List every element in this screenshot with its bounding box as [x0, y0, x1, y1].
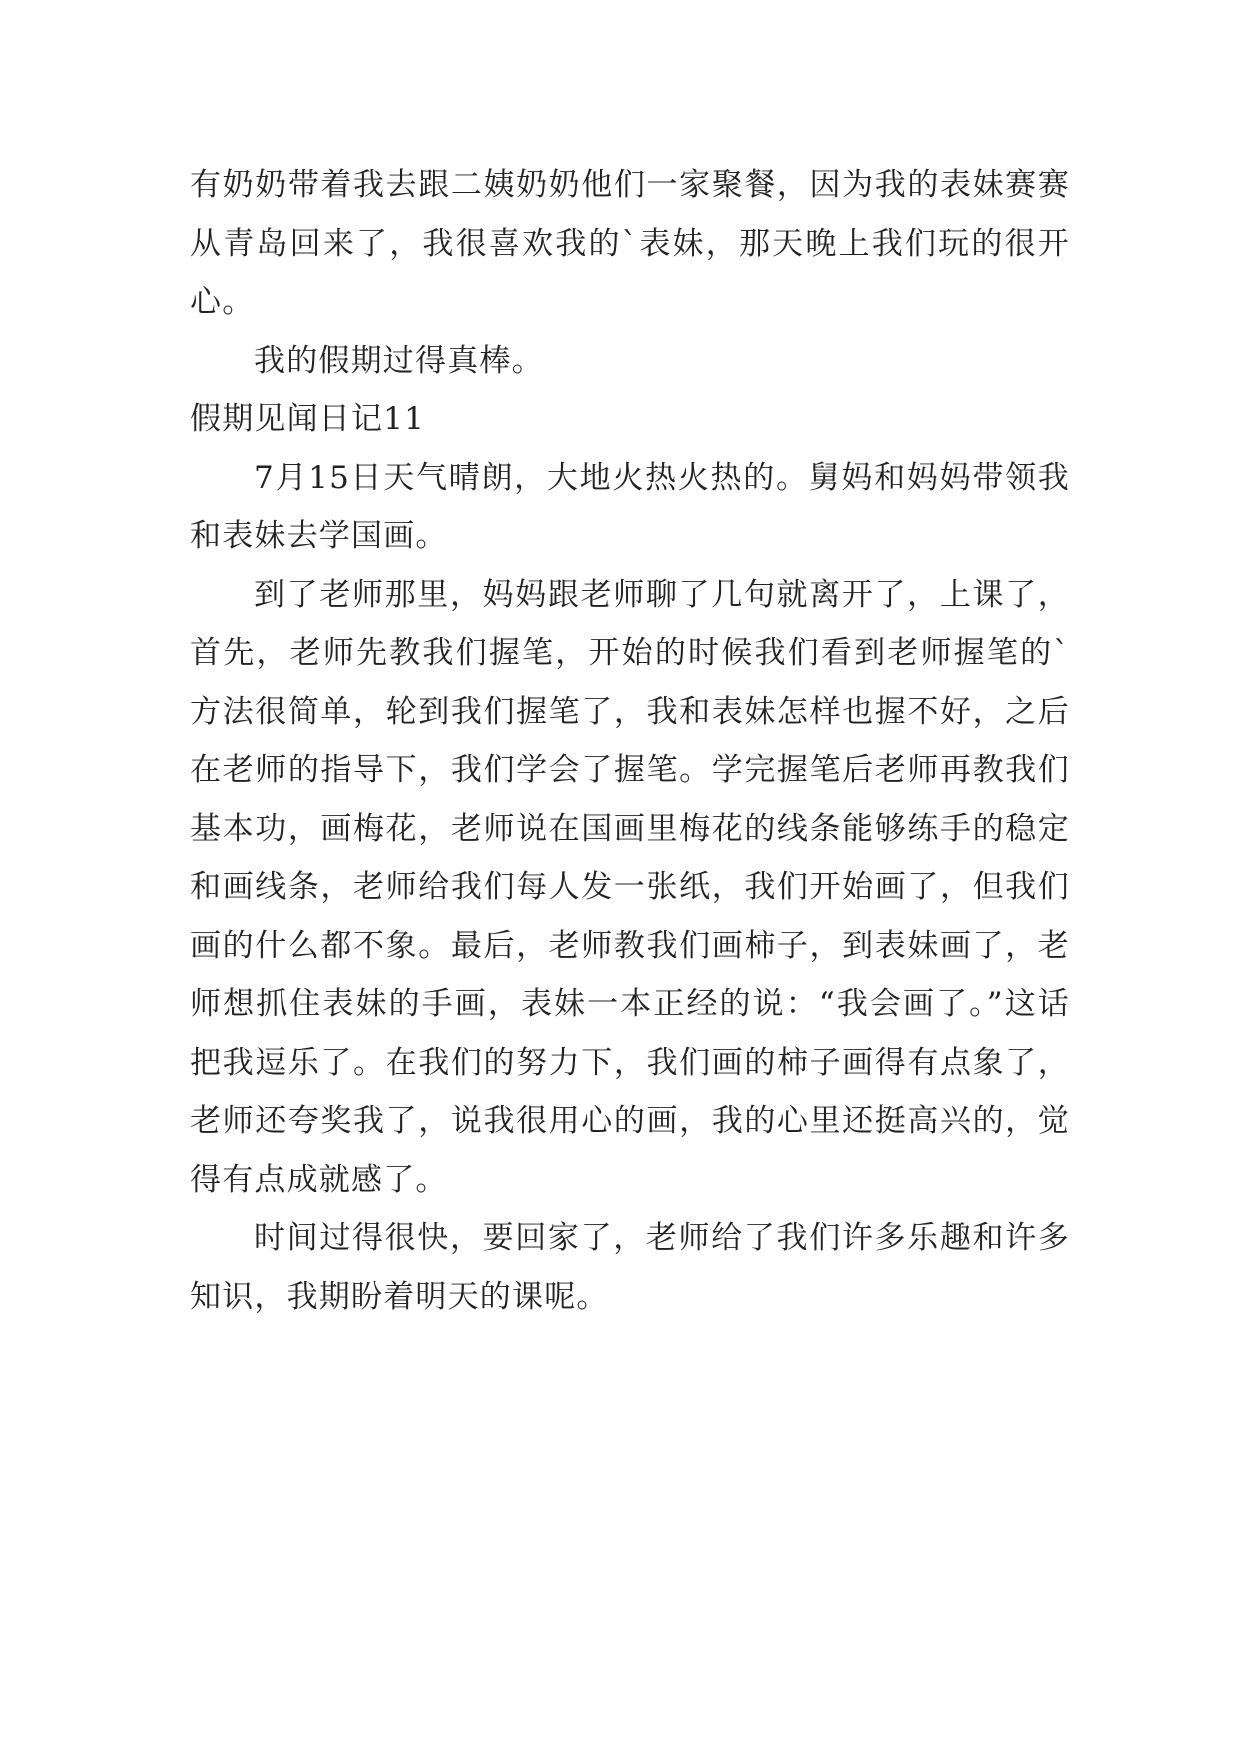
paragraph-painting-class: 到了老师那里，妈妈跟老师聊了几句就离开了，上课了，首先，老师先教我们握笔，开始的时候我们看到老师握笔的`方法很简单，轮到我们握笔了，我和表妹怎样也握不好，之后在老师的指导下，我们学会了握笔。学完握笔后老师再教我们基本功，画梅花，老师说在国画里梅花的线条能够练手的稳定和画线条，老师给我们每人发一张纸，我们开始画了，但我们画的什么都不象。最后，老师教我们画柿子，到表妹画了，老师想抓住表妹的手画，表妹一本正经的说：“我会画了。”这话把我逗乐了。在我们的努力下，我们画的柿子画得有点象了，老师还夸奖我了，说我很用心的画，我的心里还挺高兴的，觉得有点成就感了。 [190, 576, 1070, 1198]
paragraph-holiday-summary: 我的假期过得真棒。 [254, 342, 544, 379]
paragraph-weather: 7月15日天气晴朗，大地火热火热的。舅妈和妈妈带领我和表妹去学国画。 [190, 459, 1070, 554]
document-body [190, 156, 1070, 1326]
section-title: 假期见闻日记11 [190, 401, 426, 437]
paragraph-closing: 时间过得很快，要回家了，老师给了我们许多乐趣和许多知识，我期盼着明天的课呢。 [190, 1220, 1070, 1315]
paragraph-family-dinner: 有奶奶带着我去跟二姨奶奶他们一家聚餐，因为我的表妹赛赛从青岛回来了，我很喜欢我的`表妹，那天晚上我们玩的很开心。 [190, 167, 1070, 320]
